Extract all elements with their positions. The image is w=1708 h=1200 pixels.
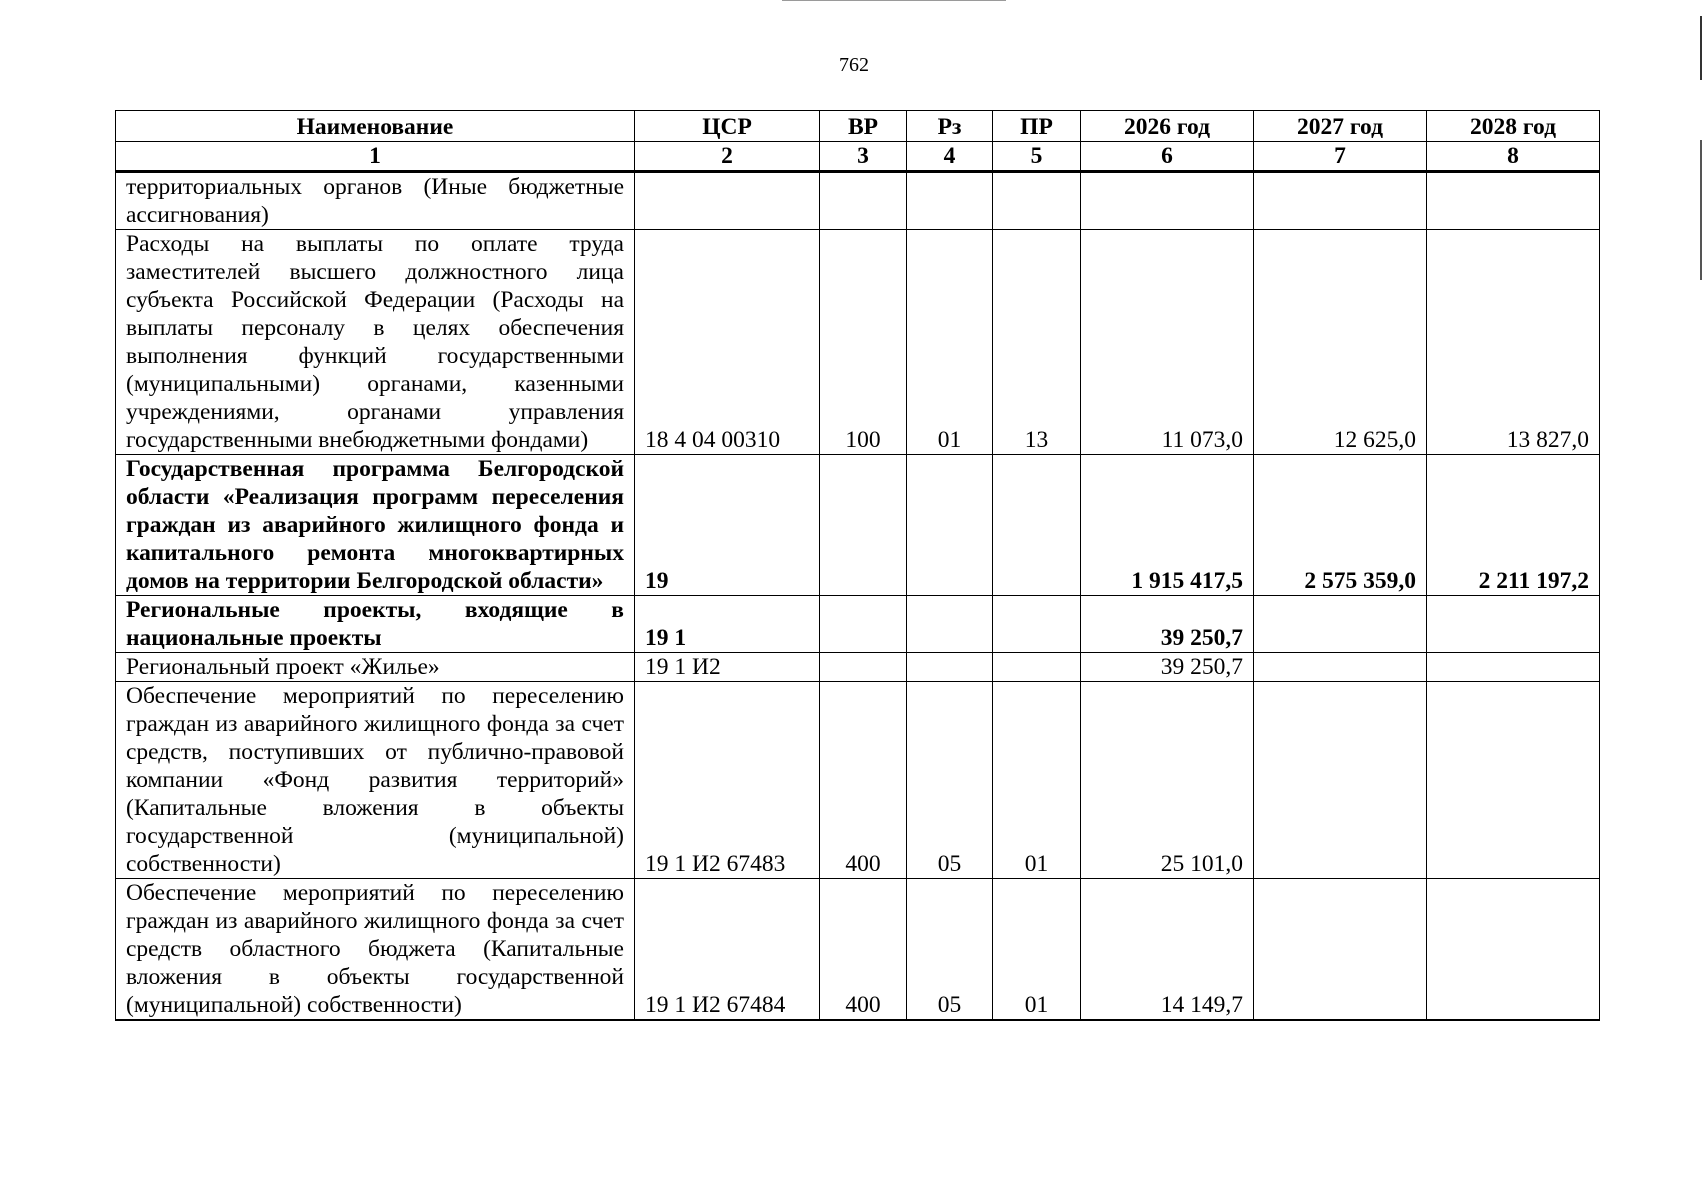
column-number: 8 bbox=[1427, 142, 1600, 172]
row-vr bbox=[820, 596, 907, 653]
row-pr bbox=[993, 653, 1081, 682]
header-rz: Рз bbox=[907, 111, 993, 142]
row-rz: 05 bbox=[907, 682, 993, 879]
row-2028 bbox=[1427, 879, 1600, 1021]
row-pr: 13 bbox=[993, 230, 1081, 455]
row-2028 bbox=[1427, 653, 1600, 682]
row-2026: 39 250,7 bbox=[1081, 653, 1254, 682]
row-2026 bbox=[1081, 172, 1254, 230]
header-pr: ПР bbox=[993, 111, 1081, 142]
header-2028: 2028 год bbox=[1427, 111, 1600, 142]
row-vr bbox=[820, 172, 907, 230]
row-vr: 400 bbox=[820, 682, 907, 879]
row-rz bbox=[907, 653, 993, 682]
row-2027 bbox=[1254, 653, 1427, 682]
row-pr bbox=[993, 596, 1081, 653]
header-name: Наименование bbox=[116, 111, 635, 142]
row-2028 bbox=[1427, 596, 1600, 653]
row-2026: 11 073,0 bbox=[1081, 230, 1254, 455]
table-row bbox=[116, 879, 1600, 1021]
column-number-row bbox=[116, 142, 1600, 172]
row-rz bbox=[907, 596, 993, 653]
row-csr bbox=[635, 172, 820, 230]
header-2027: 2027 год bbox=[1254, 111, 1427, 142]
table-row bbox=[116, 455, 1600, 596]
row-csr: 19 1 И2 67483 bbox=[635, 682, 820, 879]
row-2028: 2 211 197,2 bbox=[1427, 455, 1600, 596]
header-vr: ВР bbox=[820, 111, 907, 142]
row-2027 bbox=[1254, 682, 1427, 879]
row-2027: 12 625,0 bbox=[1254, 230, 1427, 455]
row-name: Региональный проект «Жилье» bbox=[116, 653, 635, 682]
column-number: 5 bbox=[993, 142, 1081, 172]
row-vr bbox=[820, 455, 907, 596]
header-row bbox=[116, 111, 1600, 142]
row-pr bbox=[993, 455, 1081, 596]
row-vr bbox=[820, 653, 907, 682]
row-pr bbox=[993, 172, 1081, 230]
row-csr: 19 1 И2 67484 bbox=[635, 879, 820, 1021]
row-vr: 400 bbox=[820, 879, 907, 1021]
row-2027 bbox=[1254, 596, 1427, 653]
row-2028 bbox=[1427, 682, 1600, 879]
row-pr: 01 bbox=[993, 879, 1081, 1021]
table-row bbox=[116, 172, 1600, 230]
row-2026: 14 149,7 bbox=[1081, 879, 1254, 1021]
row-2027 bbox=[1254, 879, 1427, 1021]
row-2028 bbox=[1427, 172, 1600, 230]
table-row bbox=[116, 230, 1600, 455]
row-2028: 13 827,0 bbox=[1427, 230, 1600, 455]
row-csr: 18 4 04 00310 bbox=[635, 230, 820, 455]
row-2027 bbox=[1254, 172, 1427, 230]
scan-edge-mark bbox=[1700, 140, 1702, 280]
row-csr: 19 1 И2 bbox=[635, 653, 820, 682]
row-vr: 100 bbox=[820, 230, 907, 455]
row-2026: 25 101,0 bbox=[1081, 682, 1254, 879]
row-rz bbox=[907, 455, 993, 596]
row-csr: 19 bbox=[635, 455, 820, 596]
column-number: 7 bbox=[1254, 142, 1427, 172]
top-rule bbox=[782, 0, 1006, 1]
column-number: 6 bbox=[1081, 142, 1254, 172]
row-name: территориальных органов (Иные бюджетные ассигнования) bbox=[116, 172, 635, 230]
table-row bbox=[116, 653, 1600, 682]
row-name: Расходы на выплаты по оплате труда заместителей высшего должностного лица субъекта Российской Федерации (Расходы на выплаты персоналу в целях обеспечения выполнения функций государственными (муниципальными) органами, казенными учреждениями, органами управления государственными внебюджетными фондами) bbox=[116, 230, 635, 455]
header-2026: 2026 год bbox=[1081, 111, 1254, 142]
column-number: 4 bbox=[907, 142, 993, 172]
budget-table bbox=[115, 110, 1600, 1021]
column-number: 1 bbox=[116, 142, 635, 172]
row-name: Региональные проекты, входящие в национальные проекты bbox=[116, 596, 635, 653]
row-2027: 2 575 359,0 bbox=[1254, 455, 1427, 596]
table-row bbox=[116, 596, 1600, 653]
row-2026: 39 250,7 bbox=[1081, 596, 1254, 653]
row-rz: 05 bbox=[907, 879, 993, 1021]
row-2026: 1 915 417,5 bbox=[1081, 455, 1254, 596]
table-row bbox=[116, 682, 1600, 879]
row-rz: 01 bbox=[907, 230, 993, 455]
row-name: Государственная программа Белгородской области «Реализация программ переселения граждан из аварийного жилищного фонда и капитального ремонта многоквартирных домов на территории Белгородской области» bbox=[116, 455, 635, 596]
row-name: Обеспечение мероприятий по переселению граждан из аварийного жилищного фонда за счет средств областного бюджета (Капитальные вложения в объекты государственной (муниципальной) собственности) bbox=[116, 879, 635, 1021]
row-pr: 01 bbox=[993, 682, 1081, 879]
row-name: Обеспечение мероприятий по переселению граждан из аварийного жилищного фонда за счет средств, поступивших от публично-правовой компании «Фонд развития территорий» (Капитальные вложения в объекты государственной (муниципальной) собственности) bbox=[116, 682, 635, 879]
column-number: 2 bbox=[635, 142, 820, 172]
page-number: 762 bbox=[839, 54, 869, 76]
column-number: 3 bbox=[820, 142, 907, 172]
header-csr: ЦСР bbox=[635, 111, 820, 142]
row-csr: 19 1 bbox=[635, 596, 820, 653]
row-rz bbox=[907, 172, 993, 230]
